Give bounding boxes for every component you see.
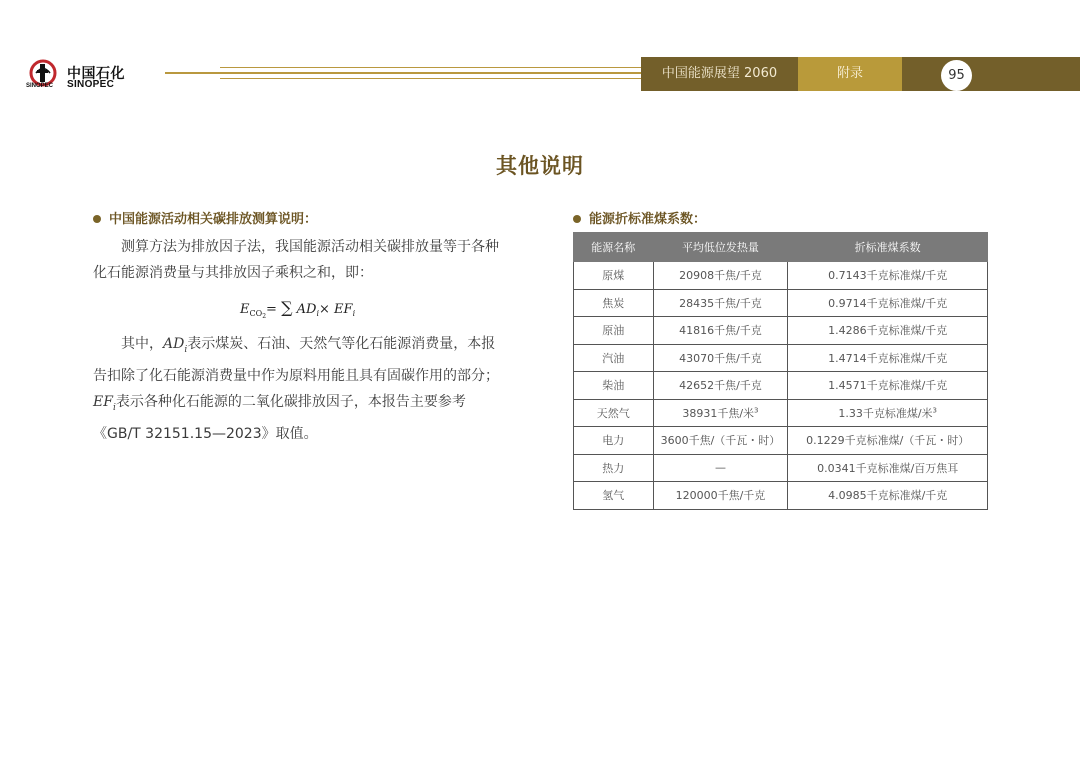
para1-text: 测算方法为排放因子法，我国能源活动相关碳排放量等于各种化石能源消费量与其排放因子乘积之和，即： (93, 239, 499, 281)
report-title-bar: 中国能源展望 2060 (641, 57, 798, 91)
para2-ad-sub: i (184, 344, 188, 355)
brand-small: SINOPEC (26, 83, 54, 89)
para2-ad: AD (163, 336, 185, 352)
bullet-icon (573, 215, 581, 223)
heat-value-cell: 43070千焦/千克 (653, 344, 788, 372)
table-row (574, 372, 988, 400)
coef-value-cell: 0.9714千克标准煤/千克 (788, 289, 988, 317)
formula-co: CO (249, 309, 263, 318)
energy-name-cell: 氢气 (574, 482, 654, 510)
heat-value-cell: 28435千焦/千克 (653, 289, 788, 317)
table-header-row (574, 233, 988, 262)
table-row (574, 262, 988, 290)
heat-value-cell: 38931千焦/米$^3$ (653, 399, 788, 427)
left-section-heading (93, 208, 317, 227)
bullet-icon (93, 215, 101, 223)
formula-ef: EF (334, 302, 353, 317)
brand-en: SINOPEC (67, 79, 115, 90)
header-line-mid (220, 67, 641, 68)
coef-value-cell: 1.4571千克标准煤/千克 (788, 372, 988, 400)
coal-equivalent-table (573, 232, 988, 510)
col-header-name: 能源名称 (574, 233, 654, 262)
para2-ef-sub: i (112, 402, 116, 413)
energy-name-cell: 原油 (574, 317, 654, 345)
heat-value-cell: 41816千焦/千克 (653, 317, 788, 345)
coef-value-cell: 4.0985千克标准煤/千克 (788, 482, 988, 510)
formula-eq: = (266, 302, 277, 317)
page-number: 95 (941, 60, 972, 91)
table-row (574, 482, 988, 510)
energy-name-cell: 天然气 (574, 399, 654, 427)
page-title: 其他说明 (496, 154, 584, 178)
energy-name-cell: 原煤 (574, 262, 654, 290)
coef-value-cell: 0.1229千克标准煤/（千瓦・时） (788, 427, 988, 455)
formula-times: × (319, 302, 330, 317)
energy-name-cell: 焦炭 (574, 289, 654, 317)
formula-2: 2 (262, 313, 267, 320)
table-row (574, 399, 988, 427)
heat-value-cell: 120000千焦/千克 (653, 482, 788, 510)
energy-name-cell: 热力 (574, 454, 654, 482)
table-row (574, 344, 988, 372)
coef-value-cell: 1.4714千克标准煤/千克 (788, 344, 988, 372)
heat-value-cell: 42652千焦/千克 (653, 372, 788, 400)
coef-value-cell: 0.0341千克标准煤/百万焦耳 (788, 454, 988, 482)
heat-value-cell: 20908千焦/千克 (653, 262, 788, 290)
emission-formula (240, 298, 355, 320)
left-heading-text: 中国能源活动相关碳排放测算说明： (109, 212, 318, 227)
formula-ef-sub: i (352, 309, 356, 318)
table-row (574, 427, 988, 455)
coef-value-cell: 0.7143千克标准煤/千克 (788, 262, 988, 290)
formula-ad: AD (296, 302, 317, 317)
para2-lead: 其中， (121, 336, 163, 352)
table-row (574, 317, 988, 345)
para2-mid: 表示煤炭、石油、天然气等化石能源消费量，本报告扣除了化石能源消费量中作为原料用能且具有固碳作用的部分； (93, 336, 499, 384)
col-header-coef: 折标准煤系数 (788, 233, 988, 262)
brand-cn: 中国石化 (67, 66, 125, 82)
table-row (574, 289, 988, 317)
sinopec-logo (26, 58, 136, 94)
page-number-bar (902, 57, 1080, 91)
para2-ef: EF (93, 393, 113, 410)
formula-ad-sub: i (316, 309, 319, 318)
energy-name-cell: 电力 (574, 427, 654, 455)
coef-value-cell: 1.4286千克标准煤/千克 (788, 317, 988, 345)
col-header-heat: 平均低位发热量 (653, 233, 788, 262)
section-label: 附录 (798, 57, 902, 91)
paragraph-method (93, 234, 509, 286)
paragraph-definitions (93, 331, 509, 447)
heat-value-cell: — (653, 454, 788, 482)
header-line-long (165, 72, 641, 74)
formula-sum: ∑ (281, 298, 293, 317)
heat-value-cell: 3600千焦/（千瓦・时） (653, 427, 788, 455)
header-line-short (220, 78, 641, 79)
coef-value-cell: 1.33千克标准煤/米$^3$ (788, 399, 988, 427)
table-row (574, 454, 988, 482)
formula-e: E (240, 302, 250, 317)
para2-tail: 表示各种化石能源的二氧化碳排放因子，本报告主要参考《GB/T 32151.15—2023》取值。 (93, 393, 466, 442)
energy-name-cell: 汽油 (574, 344, 654, 372)
right-section-heading (573, 208, 706, 227)
right-heading-text: 能源折标准煤系数： (589, 212, 707, 227)
energy-name-cell: 柴油 (574, 372, 654, 400)
